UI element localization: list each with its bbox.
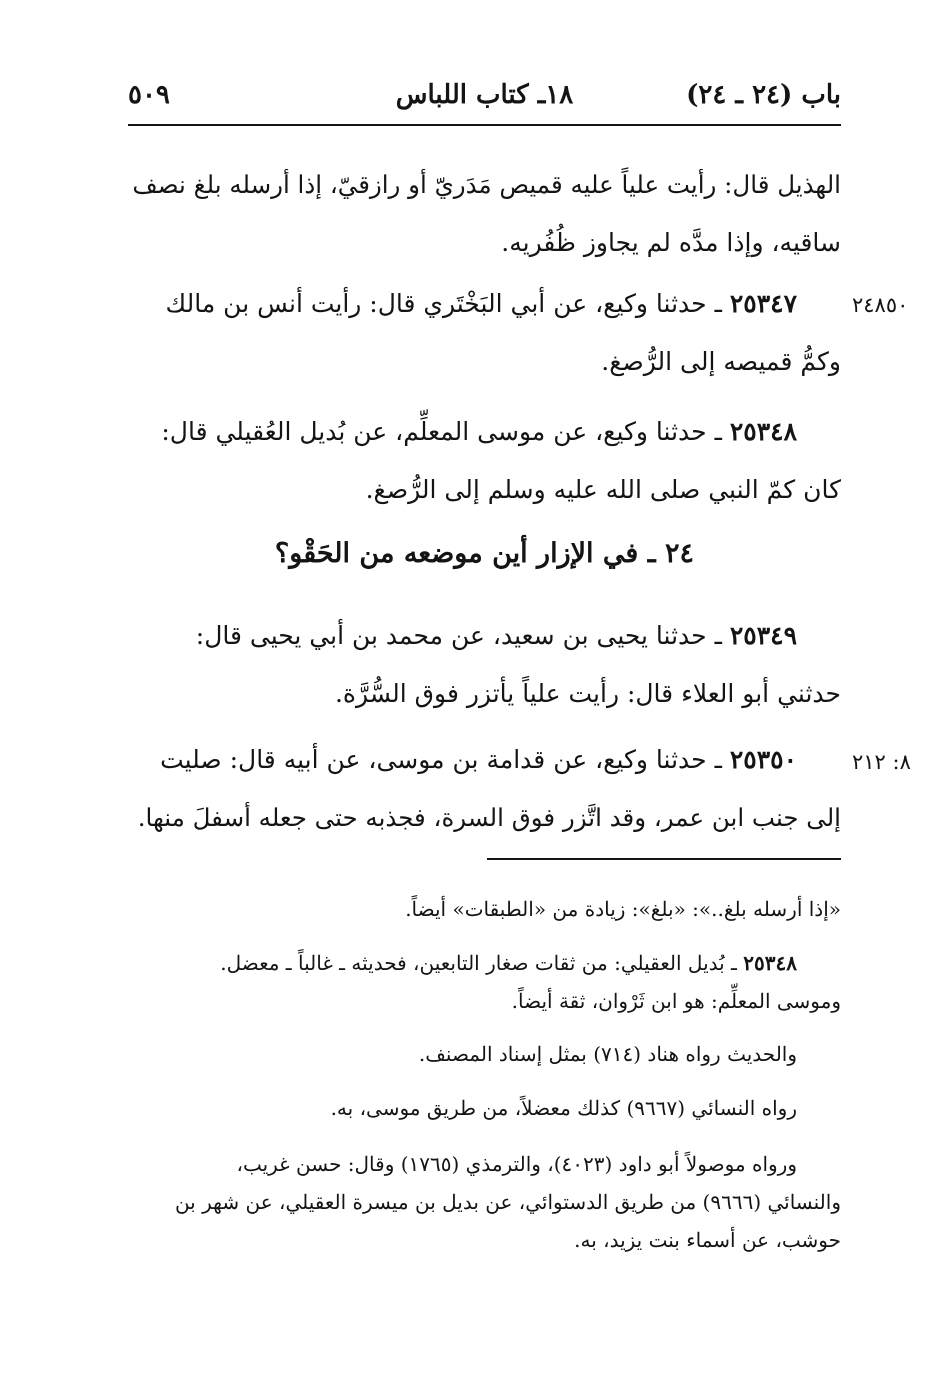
hadith-paragraph [128, 403, 841, 519]
hadith-paragraph [128, 275, 841, 391]
footnote-line: ـ بُديل العقيلي: من ثقات صغار التابعين، فحديثه ـ غالباً ـ معضل. [220, 951, 737, 975]
footnote-number: ٢٥٣٤٨ [743, 951, 797, 975]
footnote-line: حوشب، عن أسماء بنت يزيد، به. [574, 1228, 841, 1252]
paragraph-line: حدثني أبو العلاء قال: رأيت علياً يأتزر فوق السُّرَّة. [334, 679, 841, 708]
paragraph-line: ـ حدثنا وكيع، عن قدامة بن موسى، عن أبيه قال: صليت [160, 745, 722, 774]
hadith-number: ٢٥٣٥٠ [729, 745, 797, 774]
paragraph [128, 156, 841, 272]
footnote-line: وموسى المعلِّم: هو ابن ثَرْوان، ثقة أيضاً. [511, 989, 841, 1013]
hadith-number: ٢٥٣٤٩ [729, 621, 797, 650]
paragraph-line: كان كمّ النبي صلى الله عليه وسلم إلى الرُّصغ. [365, 475, 841, 504]
footnote [128, 1145, 841, 1259]
footnote-line: ورواه موصولاً أبو داود (٤٠٢٣)، والترمذي (١٧٦٥) وقال: حسن غريب، [236, 1152, 797, 1176]
side-reference: ٢٤٨٥٠ [852, 293, 909, 317]
footnote-line: «إذا أرسله بلغ..»: «بلغ»: زيادة من «الطبقات» أيضاً. [405, 897, 841, 921]
paragraph-line: وكمُّ قميصه إلى الرُّصغ. [601, 347, 841, 376]
footnote [128, 1089, 841, 1127]
footnote-line: والنسائي (٩٦٦٦) من طريق الدستوائي، عن بديل بن ميسرة العقيلي، عن شهر بن [174, 1190, 841, 1214]
hadith-paragraph [128, 731, 841, 847]
footnote-line: والحديث رواه هناد (٧١٤) بمثل إسناد المصنف. [418, 1042, 797, 1066]
paragraph-line: الهذيل قال: رأيت علياً عليه قميص مَدَريّ أو رازقيّ، إذا أرسله بلغ نصف [132, 170, 841, 199]
header-title: ١٨ـ كتاب اللباس [395, 80, 574, 110]
section-heading: ٢٤ ـ في الإزار أين موضعه من الحَقْو؟ [274, 538, 695, 569]
paragraph-line: إلى جنب ابن عمر، وقد اتَّزر فوق السرة، فجذبه حتى جعله أسفلَ منها. [137, 803, 841, 832]
paragraph-line: ـ حدثنا يحيى بن سعيد، عن محمد بن أبي يحيى قال: [195, 621, 722, 650]
hadith-number: ٢٥٣٤٨ [729, 417, 797, 446]
header-rule [128, 124, 841, 126]
footnote-line: رواه النسائي (٩٦٦٧) كذلك معضلاً، من طريق موسى، به. [330, 1096, 797, 1120]
header-chapter: باب (٢٤ ـ ٢٤) [686, 80, 841, 110]
paragraph-line: ـ حدثنا وكيع، عن أبي البَخْتَري قال: رأيت أنس بن مالك [165, 289, 722, 318]
page-header [128, 80, 841, 120]
footnote [128, 890, 841, 928]
footnote-rule [487, 858, 841, 860]
footnote [128, 944, 841, 1020]
side-reference: ٨: ٢١٢ [852, 750, 911, 774]
footnote [128, 1035, 841, 1073]
hadith-paragraph [128, 607, 841, 723]
paragraph-line: ساقيه، وإذا مدَّه لم يجاوز ظُفُريه. [501, 228, 841, 257]
hadith-number: ٢٥٣٤٧ [729, 289, 797, 318]
page-number: ٥٠٩ [128, 80, 170, 110]
paragraph-line: ـ حدثنا وكيع، عن موسى المعلِّم، عن بُديل العُقيلي قال: [161, 417, 722, 446]
